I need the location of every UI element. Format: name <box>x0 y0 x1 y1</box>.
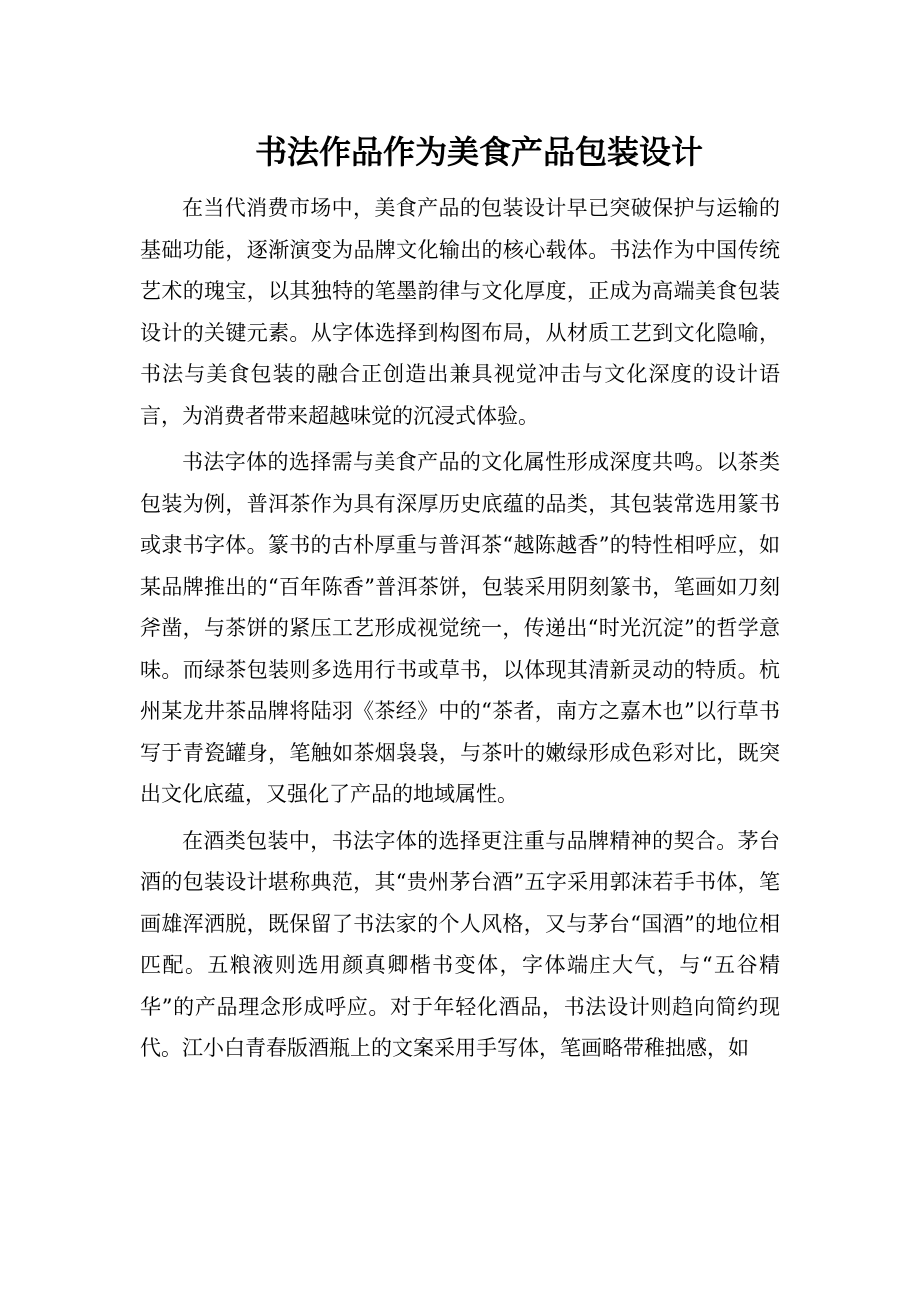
document-body <box>140 188 780 1070</box>
page-title: 书法作品作为美食产品包装设计 <box>255 133 704 171</box>
paragraph-liquor-packaging: 在酒类包装中，书法字体的选择更注重与品牌精神的契合。茅台酒的包装设计堪称典范，其“贵州茅台酒”五字采用郭沫若手书体，笔画雄浑洒脱，既保留了书法家的个人风格，又与茅台“国酒”的地位相匹配。五粮液则选用颜真卿楷书变体，字体端庄大气，与“五谷精华”的产品理念形成呼应。对于年轻化酒品，书法设计则趋向简约现代。江小白青春版酒瓶上的文案采用手写体，笔画略带稚拙感，如 <box>140 828 780 1060</box>
paragraph-tea-packaging: 书法字体的选择需与美食产品的文化属性形成深度共鸣。以茶类包装为例，普洱茶作为具有深厚历史底蕴的品类，其包装常选用篆书或隶书字体。篆书的古朴厚重与普洱茶“越陈越香”的特性相呼应，如某品牌推出的“百年陈香”普洱茶饼，包装采用阴刻篆书，笔画如刀刻斧凿，与茶饼的紧压工艺形成视觉统一，传递出“时光沉淀”的哲学意味。而绿茶包装则多选用行书或草书，以体现其清新灵动的特质。杭州某龙井茶品牌将陆羽《茶经》中的“茶者，南方之嘉木也”以行草书写于青瓷罐身，笔触如茶烟袅袅，与茶叶的嫩绿形成色彩对比，既突出文化底蕴，又强化了产品的地域属性。 <box>140 450 780 806</box>
paragraph-intro: 在当代消费市场中，美食产品的包装设计早已突破保护与运输的基础功能，逐渐演变为品牌文化输出的核心载体。书法作为中国传统艺术的瑰宝，以其独特的笔墨韵律与文化厚度，正成为高端美食包装设计的关键元素。从字体选择到构图布局，从材质工艺到文化隐喻，书法与美食包装的融合正创造出兼具视觉冲击与文化深度的设计语言，为消费者带来超越味觉的沉浸式体验。 <box>140 196 780 428</box>
